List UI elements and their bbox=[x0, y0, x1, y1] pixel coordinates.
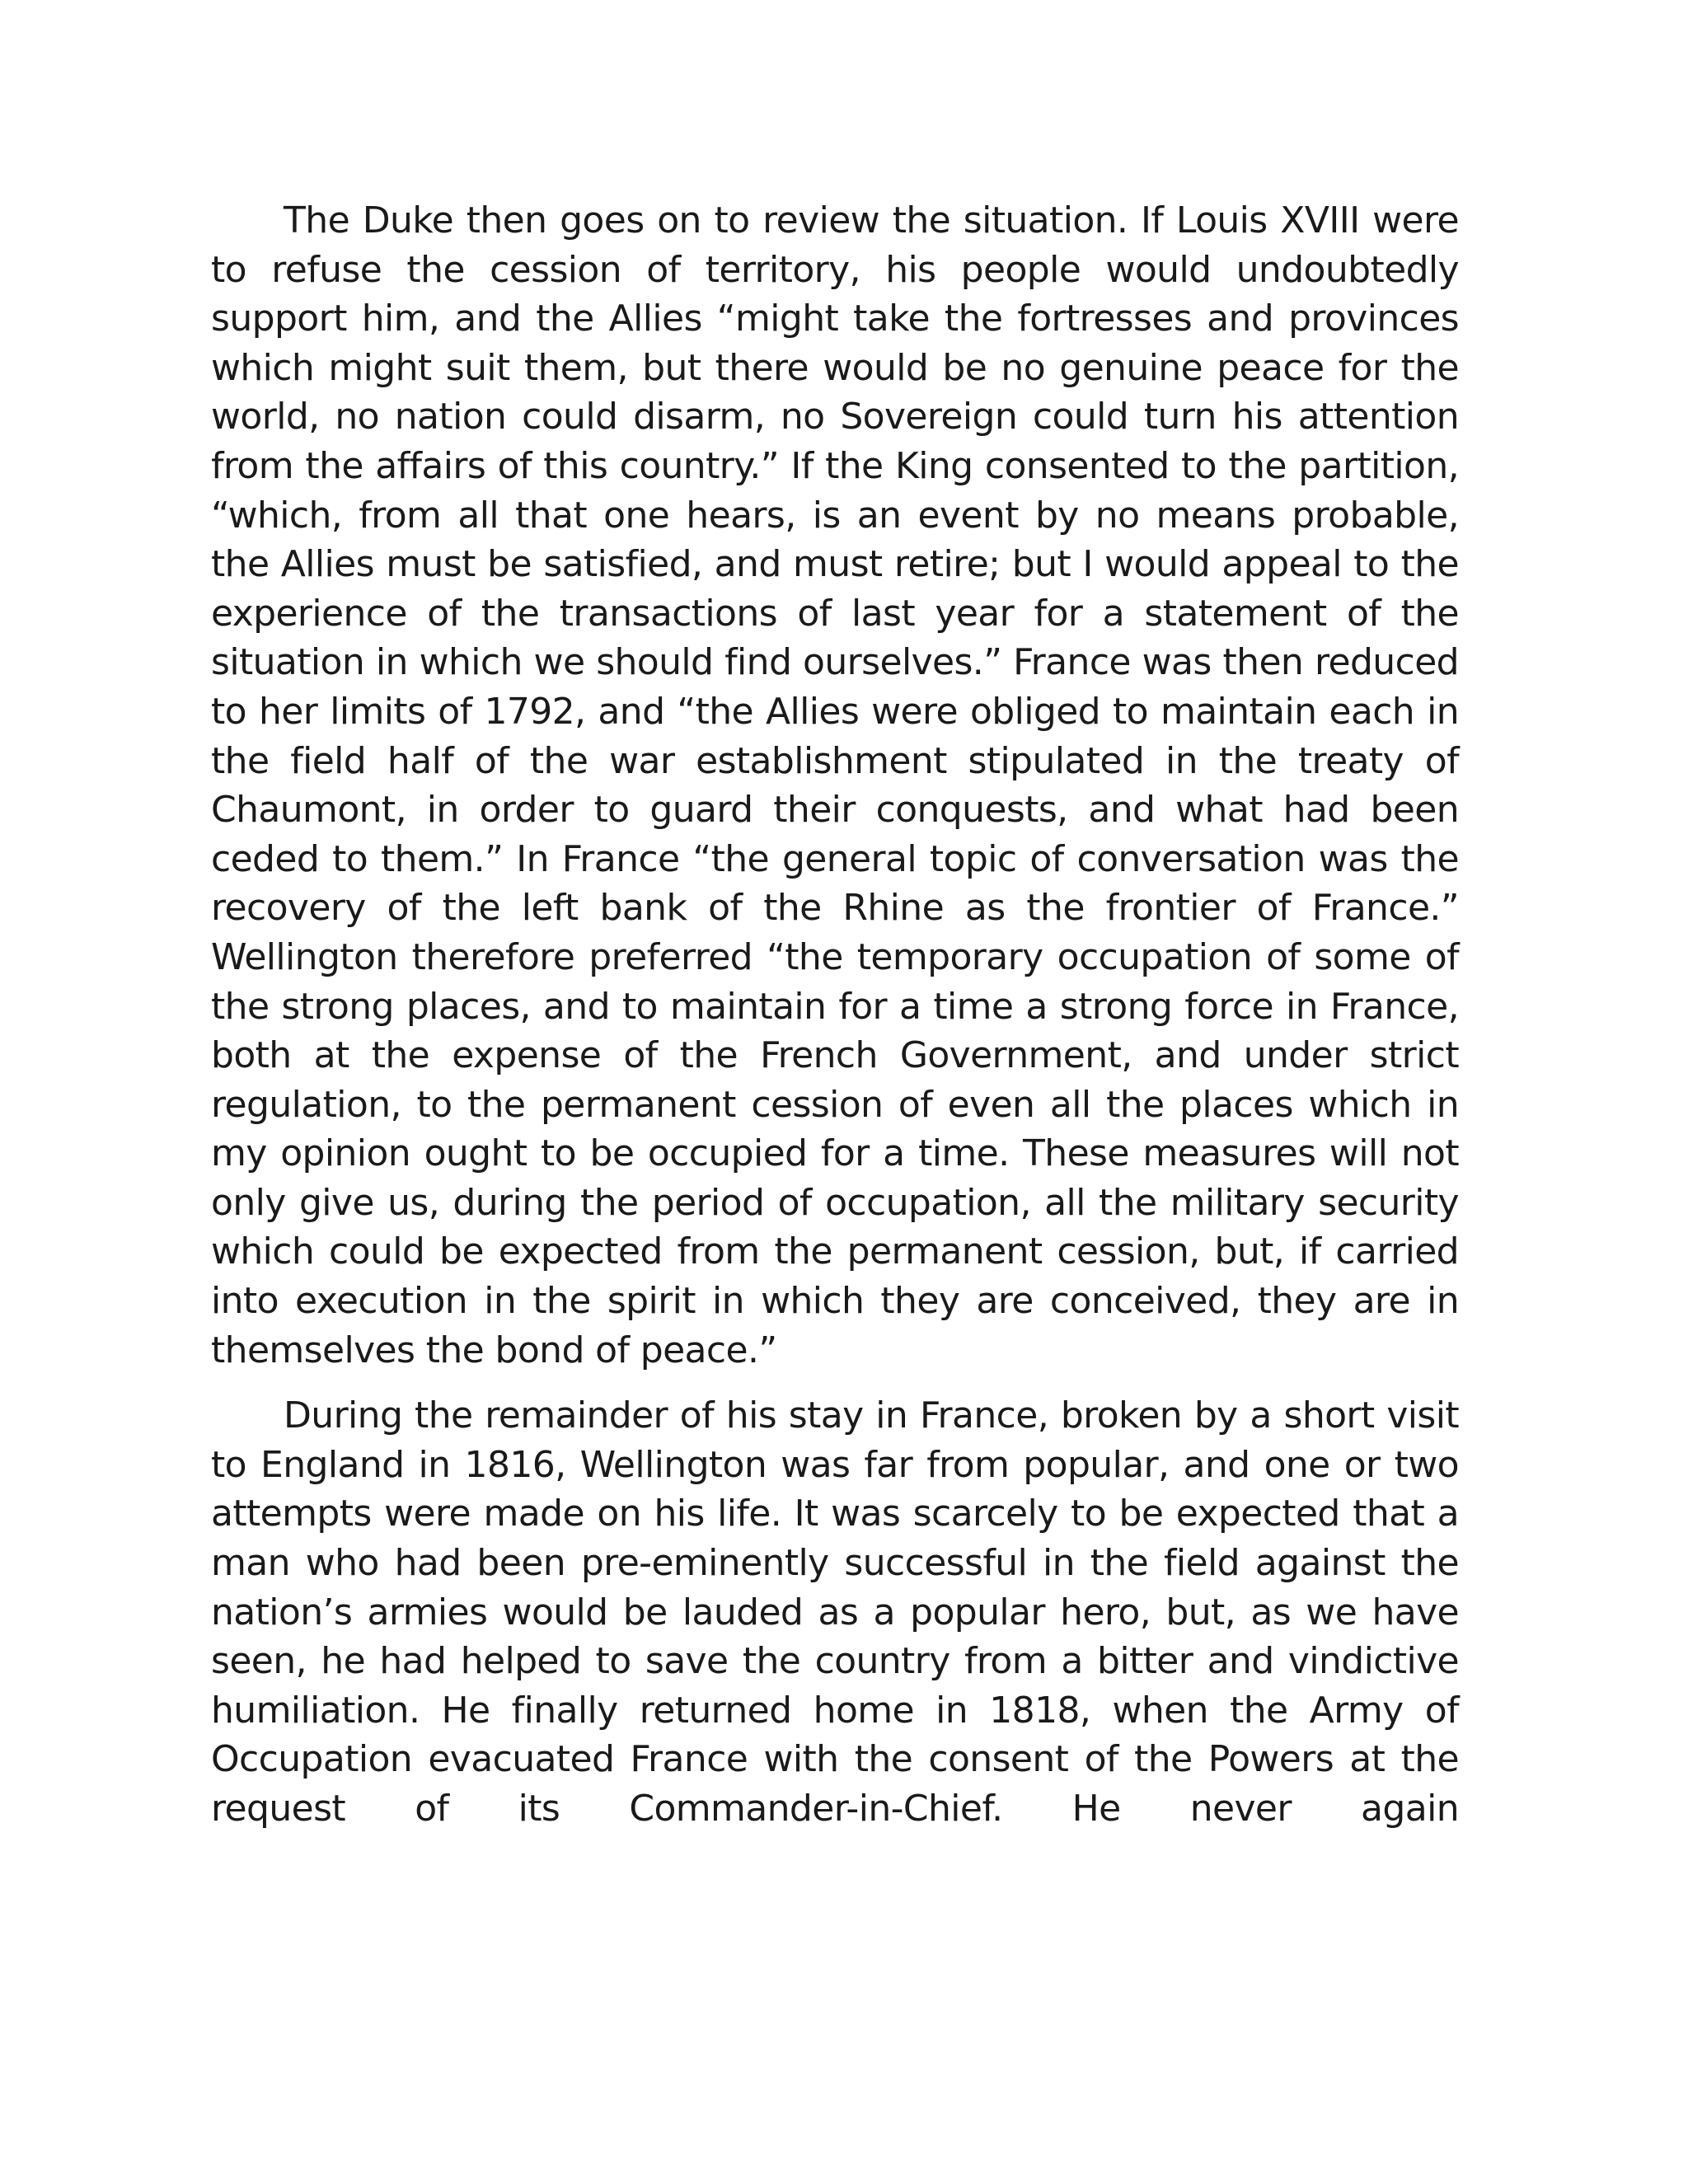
paragraph-1: The Duke then goes on to review the situation. If Louis XVIII were to refuse the cession of territory, his people would undoubtedly support him, and the Allies “might take the fortresses and provinces which might suit them, but there would be no genuine peace for the world, no nation could disarm, no Sovereign could turn his attention from the affairs of this country.” If the King consented to the partition, “which, from all that one hears, is an event by no means probable, the Allies must be satisfied, and must retire; but I would appeal to the experience of the transactions of last year for a statement of the situation in which we should find ourselves.” France was then reduced to her limits of 1792, and “the Allies were obliged to maintain each in the field half of the war establishment stipulated in the treaty of Chaumont, in order to guard their conquests, and what had been ceded to them.” In France “the general topic of conversation was the recovery of the left bank of the Rhine as the frontier of France.” Wellington therefore preferred “the temporary occupation of some of the strong places, and to maintain for a time a strong force in France, both at the expense of the French Government, and under strict regulation, to the permanent cession of even all the places which in my opinion ought to be occupied for a time. These measures will not only give us, during the period of occupation, all the military security which could be expected from the permanent cession, but, if carried into execution in the spirit in which they are conceived, they are in themselves the bond of peace.” bbox=[211, 199, 1459, 1371]
document-page bbox=[211, 196, 1459, 1834]
paragraph-2: During the remainder of his stay in France, broken by a short visit to England in 1816, Wellington was far from popular, and one or two attempts were made on his life. It was scarcely to be expected that a man who had been pre-eminently successful in the field against the nation’s armies would be lauded as a popular hero, but, as we have seen, he had helped to save the country from a bitter and vindictive humiliation. He finally returned home in 1818, when the Army of Occupation evacuated France with the consent of the Powers at the request of its Commander-in-Chief. He never again bbox=[211, 1394, 1459, 1830]
